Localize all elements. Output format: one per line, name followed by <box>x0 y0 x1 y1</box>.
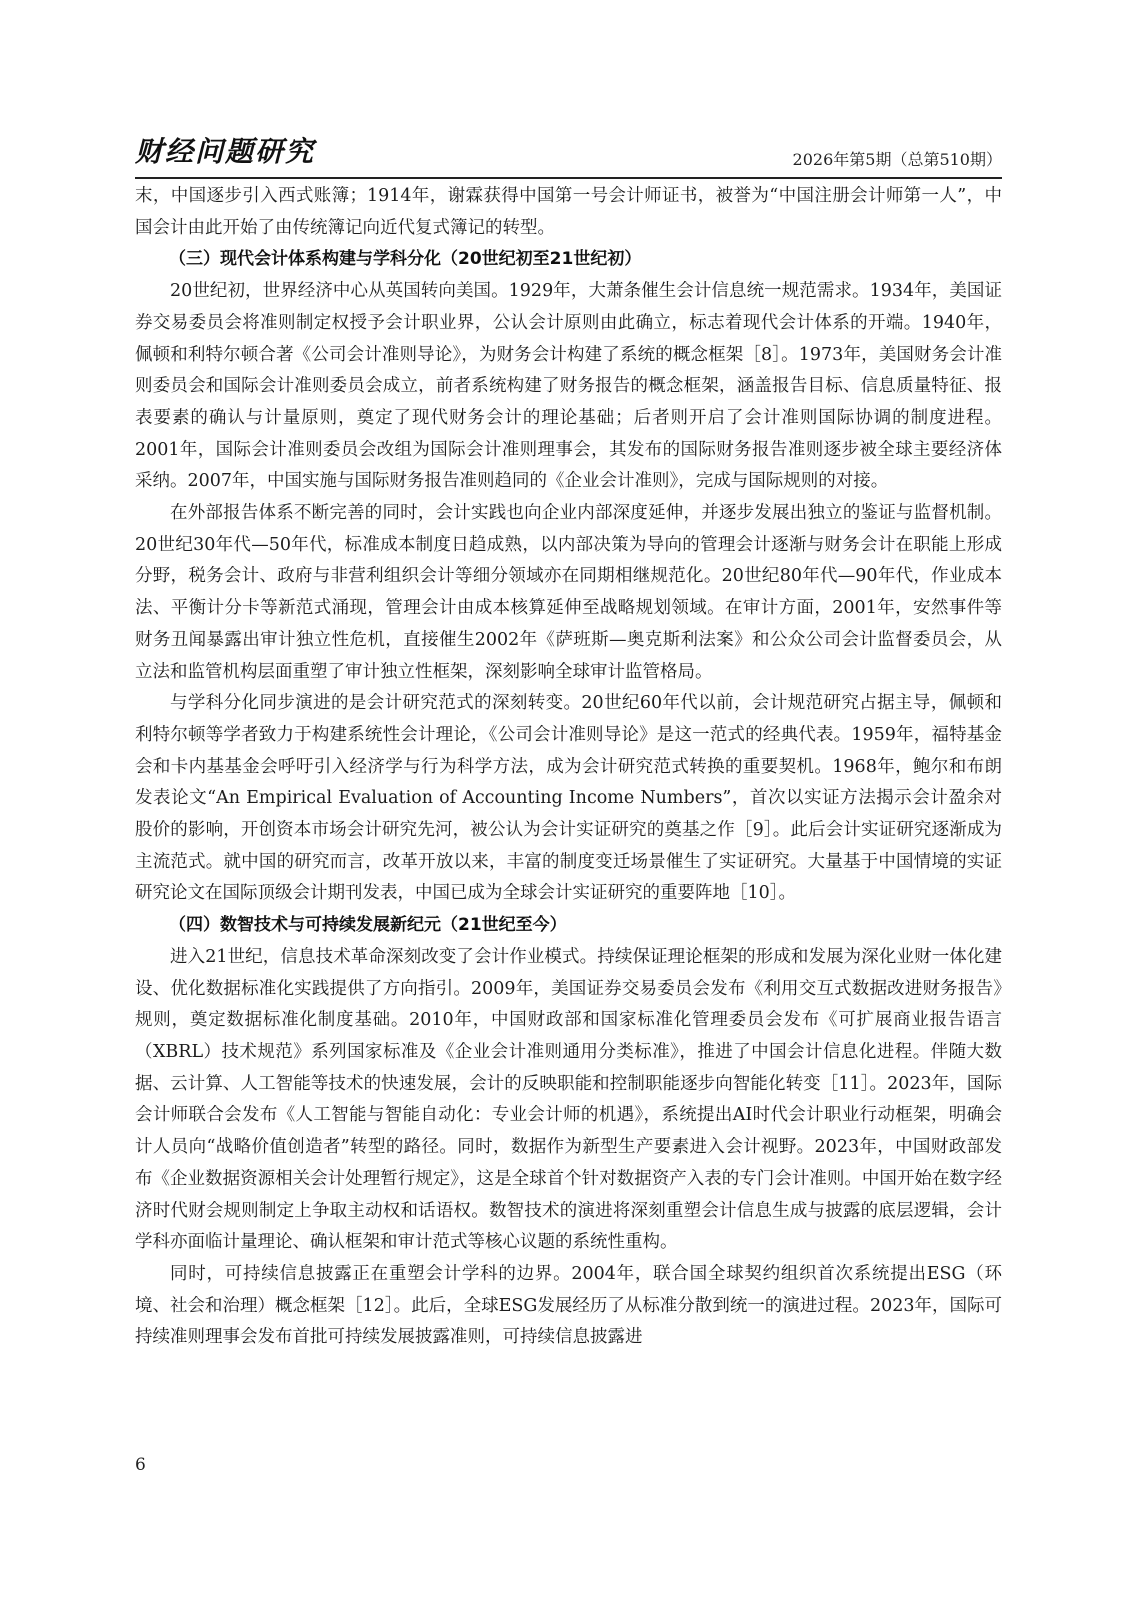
page-header <box>135 136 1002 176</box>
journal-title-logo: 财经问题研究 <box>135 135 316 168</box>
paragraph: 与学科分化同步演进的是会计研究范式的深刻转变。20世纪60年代以前，会计规范研究占据主导，佩顿和利特尔顿等学者致力于构建系统性会计理论，《公司会计准则导论》是这一范式的经典代表。1959年，福特基金会和卡内基基金会呼吁引入经济学与行为科学方法，成为会计研究范式转换的重要契机。1968年，鲍尔和布朗发表论文“An Empirical Evaluation of Accounting Income Numbers”，首次以实证方法揭示会计盈余对股价的影响，开创资本市场会计研究先河，被公认为会计实证研究的奠基之作［9］。此后会计实证研究逐渐成为主流范式。就中国的研究而言，改革开放以来，丰富的制度变迁场景催生了实证研究。大量基于中国情境的实证研究论文在国际顶级会计期刊发表，中国已成为全球会计实证研究的重要阵地［10］。 <box>135 693 1002 904</box>
section-heading-4: （四）数智技术与可持续发展新纪元（21世纪至今） <box>169 915 567 936</box>
section-heading-3: （三）现代会计体系构建与学科分化（20世纪初至21世纪初） <box>169 249 642 270</box>
page-number: 6 <box>135 1455 146 1475</box>
article-body <box>135 181 1002 1354</box>
paragraph: 20世纪初，世界经济中心从英国转向美国。1929年，大萧条催生会计信息统一规范需求。1934年，美国证券交易委员会将准则制定权授予会计职业界，公认会计原则由此确立，标志着现代会计体系的开端。1940年，佩顿和利特尔顿合著《公司会计准则导论》，为财务会计构建了系统的概念框架［8］。1973年，美国财务会计准则委员会和国际会计准则委员会成立，前者系统构建了财务报告的概念框架，涵盖报告目标、信息质量特征、报表要素的确认与计量原则，奠定了现代财务会计的理论基础；后者则开启了会计准则国际协调的制度进程。2001年，国际会计准则委员会改组为国际会计准则理事会，其发布的国际财务报告准则逐步被全球主要经济体采纳。2007年，中国实施与国际财务报告准则趋同的《企业会计准则》，完成与国际规则的对接。 <box>135 281 1002 492</box>
paragraph: 进入21世纪，信息技术革命深刻改变了会计作业模式。持续保证理论框架的形成和发展为深化业财一体化建设、优化数据标准化实践提供了方向指引。2009年，美国证券交易委员会发布《利用交互式数据改进财务报告》规则，奠定数据标准化制度基础。2010年，中国财政部和国家标准化管理委员会发布《可扩展商业报告语言（XBRL）技术规范》系列国家标准及《企业会计准则通用分类标准》，推进了中国会计信息化进程。伴随大数据、云计算、人工智能等技术的快速发展，会计的反映职能和控制职能逐步向智能化转变［11］。2023年，国际会计师联合会发布《人工智能与智能自动化：专业会计师的机遇》，系统提出AI时代会计职业行动框架，明确会计人员向“战略价值创造者”转型的路径。同时，数据作为新型生产要素进入会计视野。2023年，中国财政部发布《企业数据资源相关会计处理暂行规定》，这是全球首个针对数据资产入表的专门会计准则。中国开始在数字经济时代财会规则制定上争取主动权和话语权。数智技术的演进将深刻重塑会计信息生成与披露的底层逻辑，会计学科亦面临计量理论、确认框架和审计范式等核心议题的系统性重构。 <box>135 946 1002 1253</box>
header-rule <box>135 177 1002 179</box>
paragraph: 同时，可持续信息披露正在重塑会计学科的边界。2004年，联合国全球契约组织首次系统提出ESG（环境、社会和治理）概念框架［12］。此后，全球ESG发展经历了从标准分散到统一的演进过程。2023年，国际可持续准则理事会发布首批可持续发展披露准则，可持续信息披露进 <box>135 1263 1002 1348</box>
paragraph-continuation: 末，中国逐步引入西式账簿；1914年，谢霖获得中国第一号会计师证书，被誉为“中国注册会计师第一人”，中国会计由此开始了由传统簿记向近代复式簿记的转型。 <box>135 186 1002 238</box>
paragraph: 在外部报告体系不断完善的同时，会计实践也向企业内部深度延伸，并逐步发展出独立的鉴证与监督机制。20世纪30年代—50年代，标准成本制度日趋成熟，以内部决策为导向的管理会计逐渐与财务会计在职能上形成分野，税务会计、政府与非营利组织会计等细分领域亦在同期相继规范化。20世纪80年代—90年代，作业成本法、平衡计分卡等新范式涌现，管理会计由成本核算延伸至战略规划领域。在审计方面，2001年，安然事件等财务丑闻暴露出审计独立性危机，直接催生2002年《萨班斯—奥克斯利法案》和公众公司会计监督委员会，从立法和监管机构层面重塑了审计独立性框架，深刻影响全球审计监管格局。 <box>135 503 1002 682</box>
issue-info: 2026年第5期（总第510期） <box>792 150 1002 169</box>
